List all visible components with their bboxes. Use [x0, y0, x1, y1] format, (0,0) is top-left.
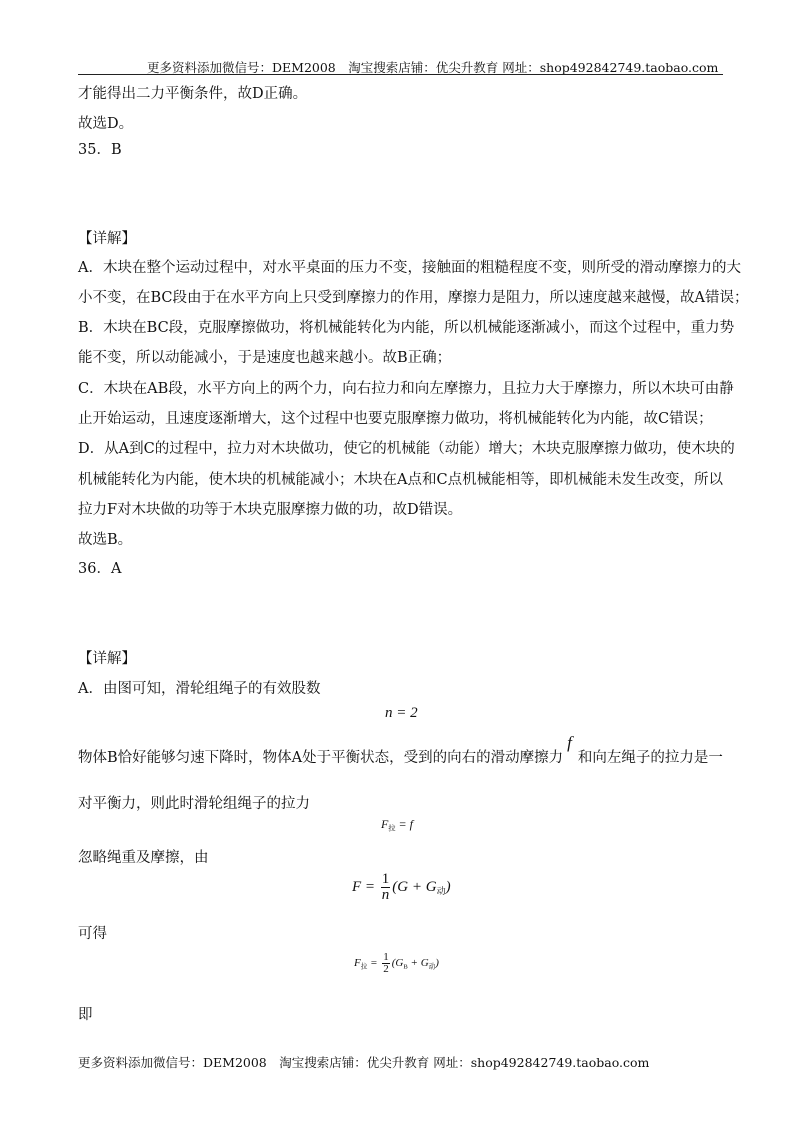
text-line: 对平衡力，则此时滑轮组绳子的拉力	[78, 796, 310, 812]
text-line: 即	[78, 1007, 93, 1023]
eq-subscript: 拉	[388, 824, 396, 833]
section-heading: 【详解】	[78, 231, 136, 247]
text-segment: 和向左绳子的拉力是一	[577, 750, 723, 766]
eq-subscript: 动	[428, 963, 436, 971]
denominator: n	[381, 887, 390, 903]
eq-body: (G	[391, 957, 404, 970]
text-line: 忽略绳重及摩擦，由	[78, 850, 209, 866]
header-divider	[78, 74, 723, 75]
eq-plus: + G	[407, 957, 429, 970]
denominator: 2	[383, 963, 389, 975]
text-line: 能不变，所以动能减小，于是速度也越来越小。故B正确；	[78, 350, 452, 366]
text-line: 小不变，在BC段由于在水平方向上只受到摩擦力的作用，摩擦力是阻力，所以速度越来越慢，故A错误；	[78, 290, 749, 306]
eq-symbol: F	[354, 957, 361, 970]
eq-body: (G + G	[392, 878, 437, 895]
eq-symbol: F	[381, 817, 389, 831]
eq-rhs: = f	[398, 817, 413, 831]
text-line: 止开始运动，且速度逐渐增大，这个过程中也要克服摩擦力做功，将机械能转化为内能，故C错误；	[78, 411, 713, 427]
equation-tension	[381, 817, 413, 834]
answer-number: 35．B	[78, 142, 122, 158]
numerator: 1	[383, 951, 389, 963]
text-line: 故选B。	[78, 532, 133, 548]
answer-number: 36．A	[78, 561, 122, 577]
text-segment: 物体B恰好能够匀速下降时，物体A处于平衡状态，受到的向右的滑动摩擦力	[78, 750, 564, 766]
eq-close: )	[445, 878, 451, 895]
text-line: A．由图可知，滑轮组绳子的有效股数	[78, 681, 321, 697]
fraction	[382, 952, 390, 975]
equation-pulley-force	[352, 872, 451, 903]
friction-symbol: f	[567, 733, 572, 752]
text-line: 可得	[78, 926, 107, 942]
text-line: 故选D。	[78, 116, 134, 132]
text-line: C．木块在AB段，水平方向上的两个力，向右拉力和向左摩擦力，且拉力大于摩擦力，所以木块可由静	[78, 381, 734, 397]
text-line: 拉力F对木块做的功等于木块克服摩擦力做的功，故D错误。	[78, 502, 463, 518]
eq-subscript: 动	[436, 886, 446, 897]
page-footer: 更多资料添加微信号：DEM2008 淘宝搜索店铺：优尖升教育 网址：shop492842749.taobao.com	[78, 1055, 650, 1070]
fraction	[381, 872, 391, 903]
numerator: 1	[381, 871, 390, 887]
eq-lhs: F =	[352, 878, 376, 895]
page-header: 更多资料添加微信号：DEM2008 淘宝搜索店铺：优尖升教育 网址：shop492842749.taobao.com	[147, 60, 719, 75]
text-line: 才能得出二力平衡条件，故D正确。	[78, 86, 308, 102]
text-line: 机械能转化为内能，使木块的机械能减小；木块在A点和C点机械能相等，即机械能未发生改变，所以	[78, 472, 724, 488]
equation-n: n = 2	[385, 705, 418, 721]
section-heading: 【详解】	[78, 651, 136, 667]
eq-subscript: B	[403, 963, 408, 971]
text-line: A．木块在整个运动过程中，对水平桌面的压力不变，接触面的粗糙程度不变，则所受的滑动摩擦力的大	[78, 260, 741, 276]
text-line: B．木块在BC段，克服摩擦做功，将机械能转化为内能，所以机械能逐渐减小，而这个过程中，重力势	[78, 320, 735, 336]
equation-tension-sum	[354, 952, 439, 975]
text-line	[78, 733, 723, 767]
eq-equals: =	[370, 957, 378, 970]
text-line: D．从A到C的过程中，拉力对木块做功，使它的机械能（动能）增大；木块克服摩擦力做功，使木块的	[78, 441, 735, 457]
eq-close: )	[435, 957, 439, 970]
eq-subscript: 拉	[360, 963, 368, 971]
